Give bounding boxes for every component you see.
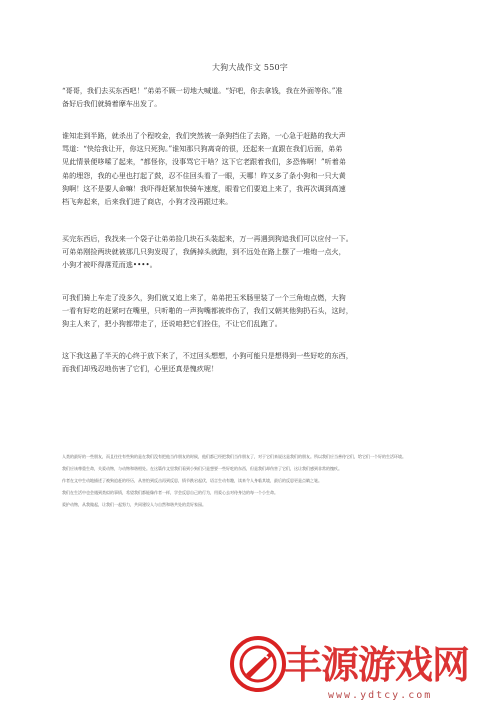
footnote-line: 我们应该尊重生命，关爱动物，与动物和谐相处。在这篇作文里我们看到小狗们只是想要一些好吃的东西，但是我们却伤害了它们，这让我们感到非常的愧疚。	[62, 465, 342, 471]
page-title: 大狗大战作文 550字	[211, 63, 288, 72]
text-line: 弟的埋怨，我的心里也打起了鼓，忍不住回头看了一眼，天哪！昨又多了条小狗和一只大黄	[62, 170, 346, 180]
text-line: 狗主人来了，把小狗都带走了，还说咱把它们拴住，不让它们乱跑了。	[62, 319, 282, 329]
paragraph-4	[62, 291, 442, 331]
footnote-line: 人类的最好的一些朋友，而且往往有些狗的是在我们没有把他当作朋友的时候，他们都已经把我们当作朋友了，对于它们来说这是我们的朋友。所以我们应当善待它们，给它们一个好的生活环境。	[62, 454, 406, 459]
footnote-line: 我们在生活中也会遇到类似的事情，希望我们都能像作者一样，学会反思自己的行为，用爱心去对待身边的每一个小生命。	[62, 489, 278, 495]
paragraph-2	[62, 129, 442, 208]
text-line: 买完东西后，我找来一个袋子让弟弟捡几块石头装起来，万一再遇到狗追我们可以应付一下。	[62, 234, 353, 243]
text-line: 小狗才被吓得落荒而逃••••。	[62, 260, 157, 270]
paragraph-5	[62, 349, 442, 375]
footnote-line: 作者在文中生动地描述了被狗追赶的经历，从害怕到反击再到反思，情节跌宕起伏，语言生动有趣，读来令人身临其境，最后的反思更是点睛之笔。	[62, 477, 322, 483]
watermark-brand-text: 丰源游戏网	[284, 643, 470, 687]
text-line: 狗啊！这不是要人命嘛！我吓得赶紧加快骑车速度，眼看它们要追上来了，我再次调到高速	[62, 183, 346, 193]
site-watermark	[228, 634, 500, 708]
text-line: 骂道：“快给我让开，你这只死狗。”谁知那只狗离奇的很，还起来一直跟在我们后面，弟弟	[62, 144, 343, 154]
footnote-block	[62, 451, 492, 511]
text-line: 可弟弟刚捡两块就被那几只狗发现了，我俩掉头就跑，到不远处在路上摆了一堆炮一点火，	[62, 247, 346, 257]
footnote-line: 爱护动物，从我做起，让我们一起努力，共同建设人与自然和谐共处的美好家园。	[62, 501, 206, 507]
paragraph-1	[62, 84, 442, 110]
paragraph-3	[62, 232, 442, 272]
text-line: 这下我这悬了半天的心终于放下来了，不过回头想想，小狗可能只是想得到一些好吃的东西，	[62, 351, 353, 360]
text-line: 见此情景便哆嗦了起来，“都怪你，没事骂它干啥？这下它老跟着我们，多恐怖啊！”听着弟	[62, 157, 346, 167]
text-line: 可我们骑上车走了没多久，狗们就又追上来了，弟弟把玉米肠里装了一个三角炮点燃，大狗	[62, 293, 346, 302]
text-line: 一看有好吃的赶紧叼在嘴里，只听啪的一声狗嘴都被炸伤了，我们又朝其他狗扔石头，这时，	[62, 306, 353, 316]
brand-logo-icon	[228, 634, 288, 694]
text-line: 谁知走到半路，就杀出了个程咬金，我们突然被一条狗挡住了去路，一心急于赶路的我大声	[62, 131, 346, 140]
text-line: “哥哥，我们去买东西吧！”弟弟不顾一切地大喊道。“好吧，你去拿钱，我在外面等你。”准	[62, 86, 343, 95]
text-line: 备好后我们就骑着摩车出发了。	[62, 99, 162, 109]
text-line: 而我们却残忍地伤害了它们，心里还真是愧疚呢！	[62, 364, 219, 374]
text-line: 档飞奔起来，后来我们进了商店，小狗才没再跟过来。	[62, 197, 233, 207]
watermark-url: www.ydtcy.com	[328, 690, 433, 701]
